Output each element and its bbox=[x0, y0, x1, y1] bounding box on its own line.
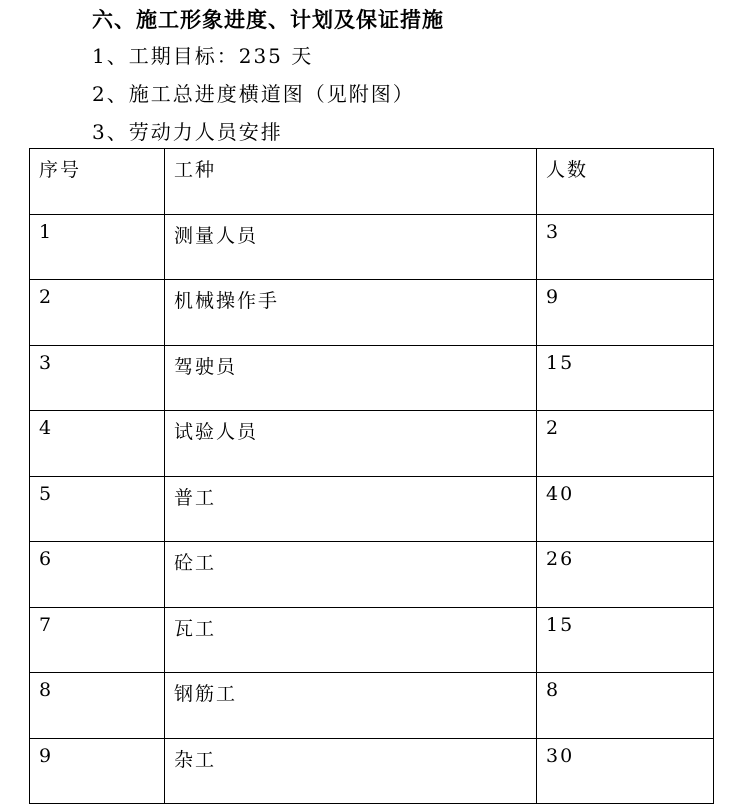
item-schedule-target: 1、工期目标：235 天 bbox=[92, 44, 314, 68]
cell-trade: 普工 bbox=[165, 476, 537, 542]
cell-index: 3 bbox=[30, 345, 165, 411]
table-row bbox=[30, 411, 714, 477]
header-trade: 工种 bbox=[165, 149, 537, 215]
cell-trade: 驾驶员 bbox=[165, 345, 537, 411]
cell-trade: 瓦工 bbox=[165, 607, 537, 673]
header-index: 序号 bbox=[30, 149, 165, 215]
section-heading: 六、施工形象进度、计划及保证措施 bbox=[92, 7, 444, 32]
cell-trade: 机械操作手 bbox=[165, 280, 537, 346]
cell-count: 15 bbox=[537, 607, 714, 673]
item-labor-arrangement: 3、劳动力人员安排 bbox=[92, 120, 283, 144]
cell-trade: 砼工 bbox=[165, 542, 537, 608]
cell-trade: 试验人员 bbox=[165, 411, 537, 477]
cell-count: 40 bbox=[537, 476, 714, 542]
cell-index: 1 bbox=[30, 214, 165, 280]
labor-table bbox=[29, 148, 714, 804]
cell-index: 7 bbox=[30, 607, 165, 673]
cell-index: 4 bbox=[30, 411, 165, 477]
cell-index: 6 bbox=[30, 542, 165, 608]
table-row bbox=[30, 345, 714, 411]
table-row bbox=[30, 738, 714, 804]
cell-trade: 杂工 bbox=[165, 738, 537, 804]
table-row bbox=[30, 673, 714, 739]
cell-count: 9 bbox=[537, 280, 714, 346]
cell-index: 2 bbox=[30, 280, 165, 346]
cell-index: 8 bbox=[30, 673, 165, 739]
cell-trade: 钢筋工 bbox=[165, 673, 537, 739]
table-row bbox=[30, 214, 714, 280]
cell-count: 30 bbox=[537, 738, 714, 804]
table-header-row bbox=[30, 149, 714, 215]
cell-count: 3 bbox=[537, 214, 714, 280]
table-row bbox=[30, 280, 714, 346]
item-progress-chart: 2、施工总进度横道图（见附图） bbox=[92, 82, 415, 106]
table-row bbox=[30, 476, 714, 542]
cell-count: 15 bbox=[537, 345, 714, 411]
header-count: 人数 bbox=[537, 149, 714, 215]
table-row bbox=[30, 542, 714, 608]
cell-count: 8 bbox=[537, 673, 714, 739]
cell-count: 2 bbox=[537, 411, 714, 477]
cell-index: 9 bbox=[30, 738, 165, 804]
cell-count: 26 bbox=[537, 542, 714, 608]
cell-trade: 测量人员 bbox=[165, 214, 537, 280]
cell-index: 5 bbox=[30, 476, 165, 542]
table-row bbox=[30, 607, 714, 673]
